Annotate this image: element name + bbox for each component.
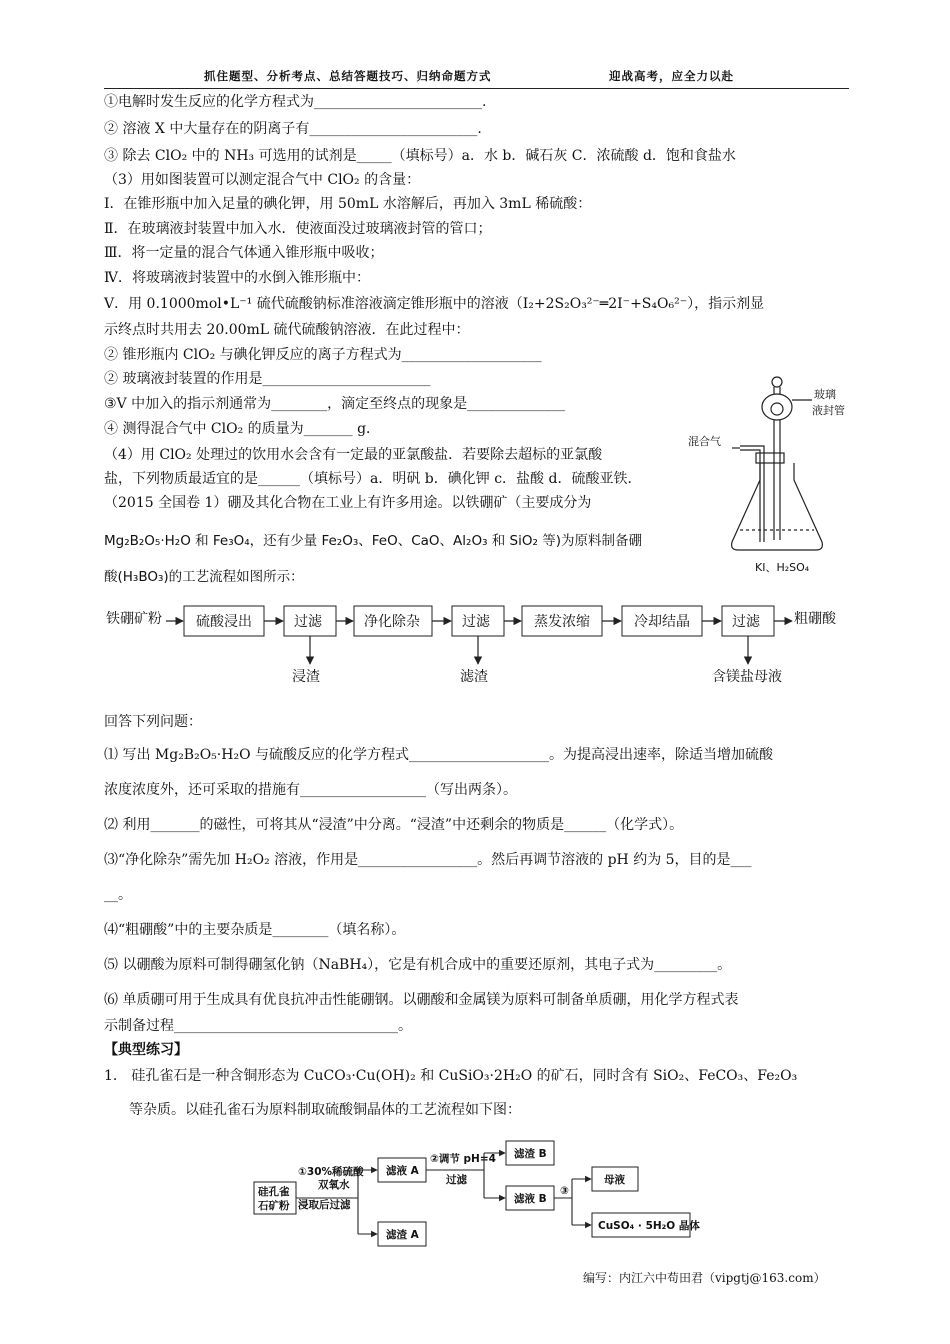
flow2-step1-oxidant: 双氧水 [318,1179,350,1191]
flow2-step1-action: 浸取后过滤 [298,1199,351,1211]
text-line: ② 溶液 X 中大量存在的阴离子有________________________. [104,121,482,137]
section-title: 【典型练习】 [104,1042,188,1058]
funnel-neck [774,387,780,394]
flow2-filtrate-a: 滤液 A [386,1165,419,1177]
header-left: 抓住题型、分析考点、总结答题技巧、归纳命题方式 [204,69,492,83]
text-line: ③ 除去 ClO₂ 中的 NH₃ 可选用的试剂是_____（填标号）a．水 b．碱石灰 C．浓硫酸 d．饱和食盐水 [104,148,736,164]
flow1-box-evaporate-label: 蒸发浓缩 [534,614,590,630]
text-line: __。 [104,887,132,903]
flow2-step2-ph: ②调节 pH=4 [430,1153,496,1165]
conical-flask [732,463,823,550]
text-line: ⑸ 以硼酸为原料可制得硼氢化钠（NaBH₄），它是有机合成中的重要还原剂，其电子式为_________。 [104,957,732,973]
text-line: 示终点时共用去 20.00mL 硫代硫酸钠溶液．在此过程中： [104,322,470,338]
text-line: ③V 中加入的指示剂通常为________，滴定至终点的现象是______________ [104,396,566,412]
liquid-seal-bulb [762,394,792,420]
text-line: ⑵ 利用_______的磁性，可将其从“浸渣”中分离。“浸渣”中还剩余的物质是______（化学式）。 [104,817,684,833]
flow1-start: 铁硼矿粉 [106,611,162,627]
titration-apparatus-figure [680,370,855,585]
flow2-mother-liquor: 母液 [604,1174,625,1186]
flow2-step1-reagent: ①30%稀硫酸 [298,1166,364,1178]
seal-tube [774,420,780,540]
flow1-output-1: 浸渣 [292,669,320,685]
text-line: Ⅲ．将一定量的混合气体通入锥形瓶中吸收； [104,245,384,261]
text-line: ⑷“粗硼酸”中的主要杂质是________（填名称）。 [104,922,406,938]
funnel-stopper [772,377,782,387]
text-line: ⑴ 写出 Mg₂B₂O₅·H₂O 与硫酸反应的化学方程式____________________。为提高浸出速率，除适当增加硫酸 [104,747,773,763]
flow2-step2-filter: 过滤 [446,1174,467,1186]
text-line: ④ 测得混合气中 ClO₂ 的质量为_______ g． [104,421,381,437]
copper-sulfate-flow-diagram [250,1136,730,1251]
text-line: 酸(H₃BO₃)的工艺流程如图所示： [104,569,304,585]
text-line: （3）用如图装置可以测定混合气中 ClO₂ 的含量： [104,172,421,188]
flow1-box-crystallize-label: 冷却结晶 [634,614,690,630]
flow2-filtrate-b: 滤液 B [514,1193,547,1205]
text-line: 浓度浓度外，还可采取的措施有__________________（写出两条）。 [104,782,517,798]
page-header [104,66,849,89]
text-line: ⑶“净化除杂”需先加 H₂O₂ 溶液，作用是_________________。然后再调节溶液的 pH 约为 5，目的是___ [104,852,752,868]
text-line: ② 锥形瓶内 ClO₂ 与碘化钾反应的离子方程式为____________________ [104,347,542,363]
text-line: ①电解时发生反应的化学方程式为________________________. [104,94,487,110]
text-line: Mg₂B₂O₅·H₂O 和 Fe₃O₄，还有少量 Fe₂O₃、FeO、CaO、Al₂O₃ 和 SiO₂ 等)为原料制备硼 [104,533,642,549]
text-line: 回答下列问题： [104,714,202,730]
flow1-end: 粗硼酸 [794,611,836,627]
header-right: 迎战高考，应全力以赴 [609,69,734,83]
flow1-box-leach-label: 硫酸浸出 [196,614,252,630]
text-line: ⑹ 单质硼可用于生成具有优良抗冲击性能硼钢。以硼酸和金属镁为原料可制备单质硼，用化学方程式表 [104,992,739,1008]
boric-acid-flow-diagram [104,596,844,692]
flow2-residue-a: 滤渣 A [386,1229,419,1241]
liquid-seal-inner [771,403,783,415]
flow1-output-3: 含镁盐母液 [712,669,782,685]
label-flask-contents: KI、H₂SO₄ [755,561,810,574]
flow2-start-line2: 石矿粉 [258,1200,290,1212]
text-line: Ⅱ．在玻璃液封装置中加入水．使液面没过玻璃液封管的管口； [104,221,492,237]
text-line: 盐，下列物质最适宜的是______（填标号）a．明矾 b．碘化钾 c．盐酸 d．硫酸亚铁． [104,471,642,487]
flow2-start-line1: 硅孔雀 [258,1186,290,1198]
text-line: （4）用 ClO₂ 处理过的饮用水会含有一定最的亚氯酸盐．若要除去超标的亚氯酸 [104,447,603,463]
text-line: 示制备过程________________________________。 [104,1018,412,1034]
flow2-residue-b: 滤渣 B [514,1148,547,1160]
flow1-output-2: 滤渣 [460,669,488,685]
flow1-box-filter-3-label: 过滤 [732,614,760,630]
gas-inlet-tube [740,446,764,542]
flow2-step3: ③ [560,1185,569,1197]
flow1-box-filter-1-label: 过滤 [294,614,322,630]
text-line: ② 玻璃液封装置的作用是________________________ [104,371,431,387]
page-footer: 编写：内江六中苟田君（vipgtj@163.com） [583,1271,826,1285]
text-line: Ⅴ．用 0.1000mol•L⁻¹ 硫代硫酸钠标准溶液滴定锥形瓶中的溶液（I₂+2S₂O₃²⁻═2I⁻+S₄O₆²⁻），指示剂显 [104,296,765,312]
flow2-product: CuSO₄ · 5H₂O 晶体 [598,1220,700,1232]
label-glass: 玻璃 [814,388,836,401]
text-line: Ⅳ．将玻璃液封装置中的水倒入锥形瓶中： [104,270,370,286]
text-line: Ⅰ．在锥形瓶中加入足量的碘化钾，用 50mL 水溶解后，再加入 3mL 稀硫酸： [104,196,592,212]
text-line: 等杂质。以硅孔雀石为原料制取硫酸铜晶体的工艺流程如下图： [129,1102,521,1118]
label-seal-tube: 液封管 [812,404,845,417]
flow1-box-filter-2-label: 过滤 [462,614,490,630]
text-line: 1． 硅孔雀石是一种含铜形态为 CuCO₃·Cu(OH)₂ 和 CuSiO₃·2H₂O 的矿石，同时含有 SiO₂、FeCO₃、Fe₂O₃ [104,1068,798,1084]
flow1-box-purify-label: 净化除杂 [364,614,420,630]
text-line: （2015 全国卷 1）硼及其化合物在工业上有许多用途。以铁硼矿（主要成分为 [104,495,592,511]
label-mixed-gas: 混合气 [688,435,721,448]
